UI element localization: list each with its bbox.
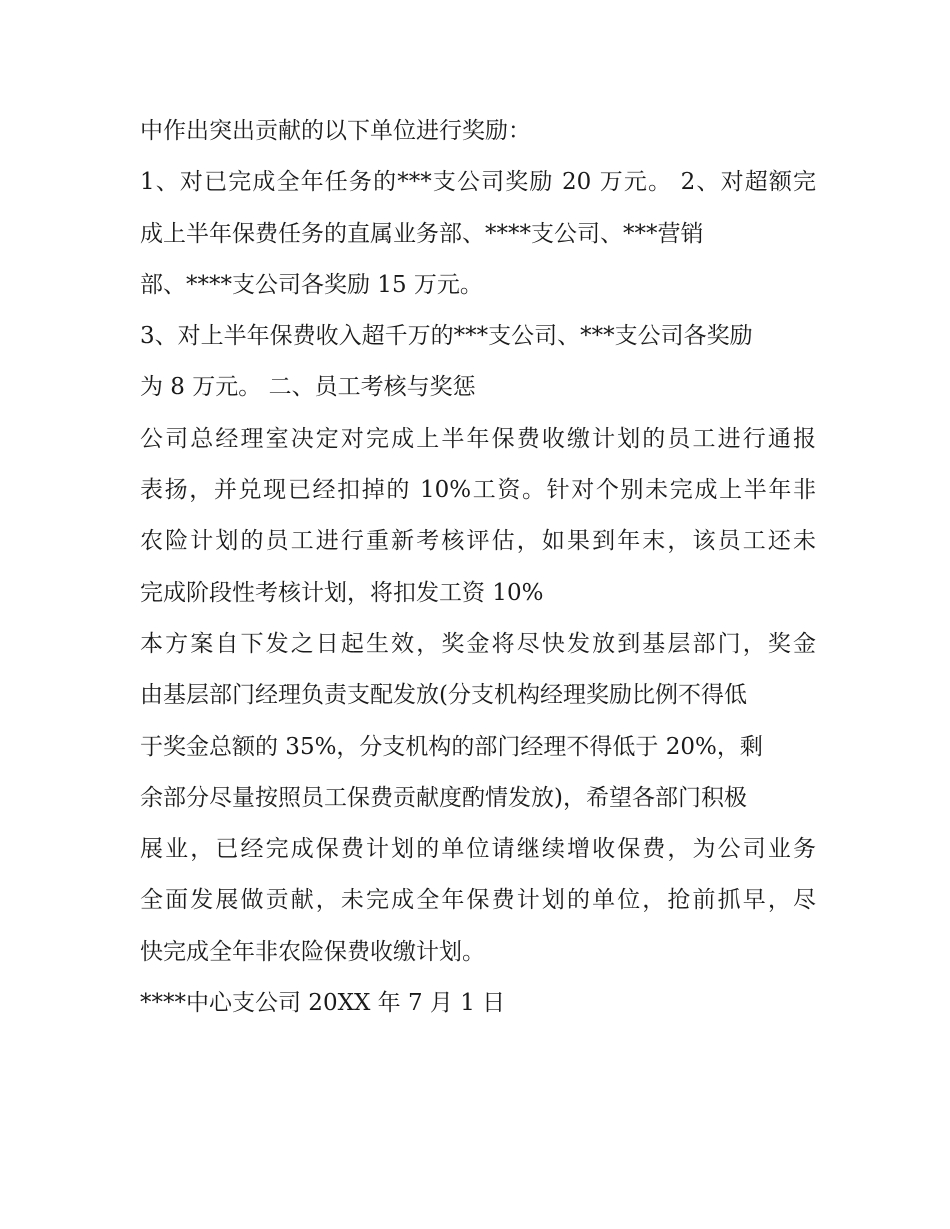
text-line-13: 于奖金总额的 35%，分支机构的部门经理不得低于 20%，剩	[140, 733, 763, 760]
text-line-12: 由基层部门经理负责支配发放(分支机构经理奖励比例不得低	[140, 682, 747, 709]
text-line-16: 全面发展做贡献，未完成全年保费计划的单位，抢前抓早，尽	[140, 887, 816, 914]
signature-date-line: ****中心支公司 20XX 年 7 月 1 日	[140, 990, 506, 1017]
text-line-9: 农险计划的员工进行重新考核评估，如果到年末，该员工还未	[140, 528, 816, 555]
text-line-15: 展业，已经完成保费计划的单位请继续增收保费，为公司业务	[140, 836, 816, 863]
text-line-1: 中作出突出贡献的以下单位进行奖励：	[140, 118, 531, 144]
text-line-17: 快完成全年非农险保费收缴计划。	[140, 938, 485, 965]
text-line-3: 成上半年保费任务的直属业务部、****支公司、***营销	[140, 220, 704, 247]
document-body	[140, 106, 816, 1029]
text-line-8: 表扬，并兑现已经扣掉的 10%工资。针对个别未完成上半年非	[140, 477, 816, 504]
text-line-11: 本方案自下发之日起生效，奖金将尽快发放到基层部门，奖金	[140, 630, 816, 657]
text-line-5: 3、对上半年保费收入超千万的***支公司、***支公司各奖励	[140, 323, 753, 350]
text-line-10: 完成阶段性考核计划，将扣发工资 10%	[140, 579, 544, 606]
text-line-14: 余部分尽量按照员工保费贡献度酌情发放)，希望各部门积极	[140, 784, 747, 811]
text-line-2: 1、对已完成全年任务的***支公司奖励 20 万元。 2、对超额完	[140, 169, 816, 196]
text-line-6: 为 8 万元。 二、员工考核与奖惩	[140, 374, 476, 401]
text-line-7: 公司总经理室决定对完成上半年保费收缴计划的员工进行通报	[140, 425, 816, 452]
text-line-4: 部、****支公司各奖励 15 万元。	[140, 271, 483, 298]
